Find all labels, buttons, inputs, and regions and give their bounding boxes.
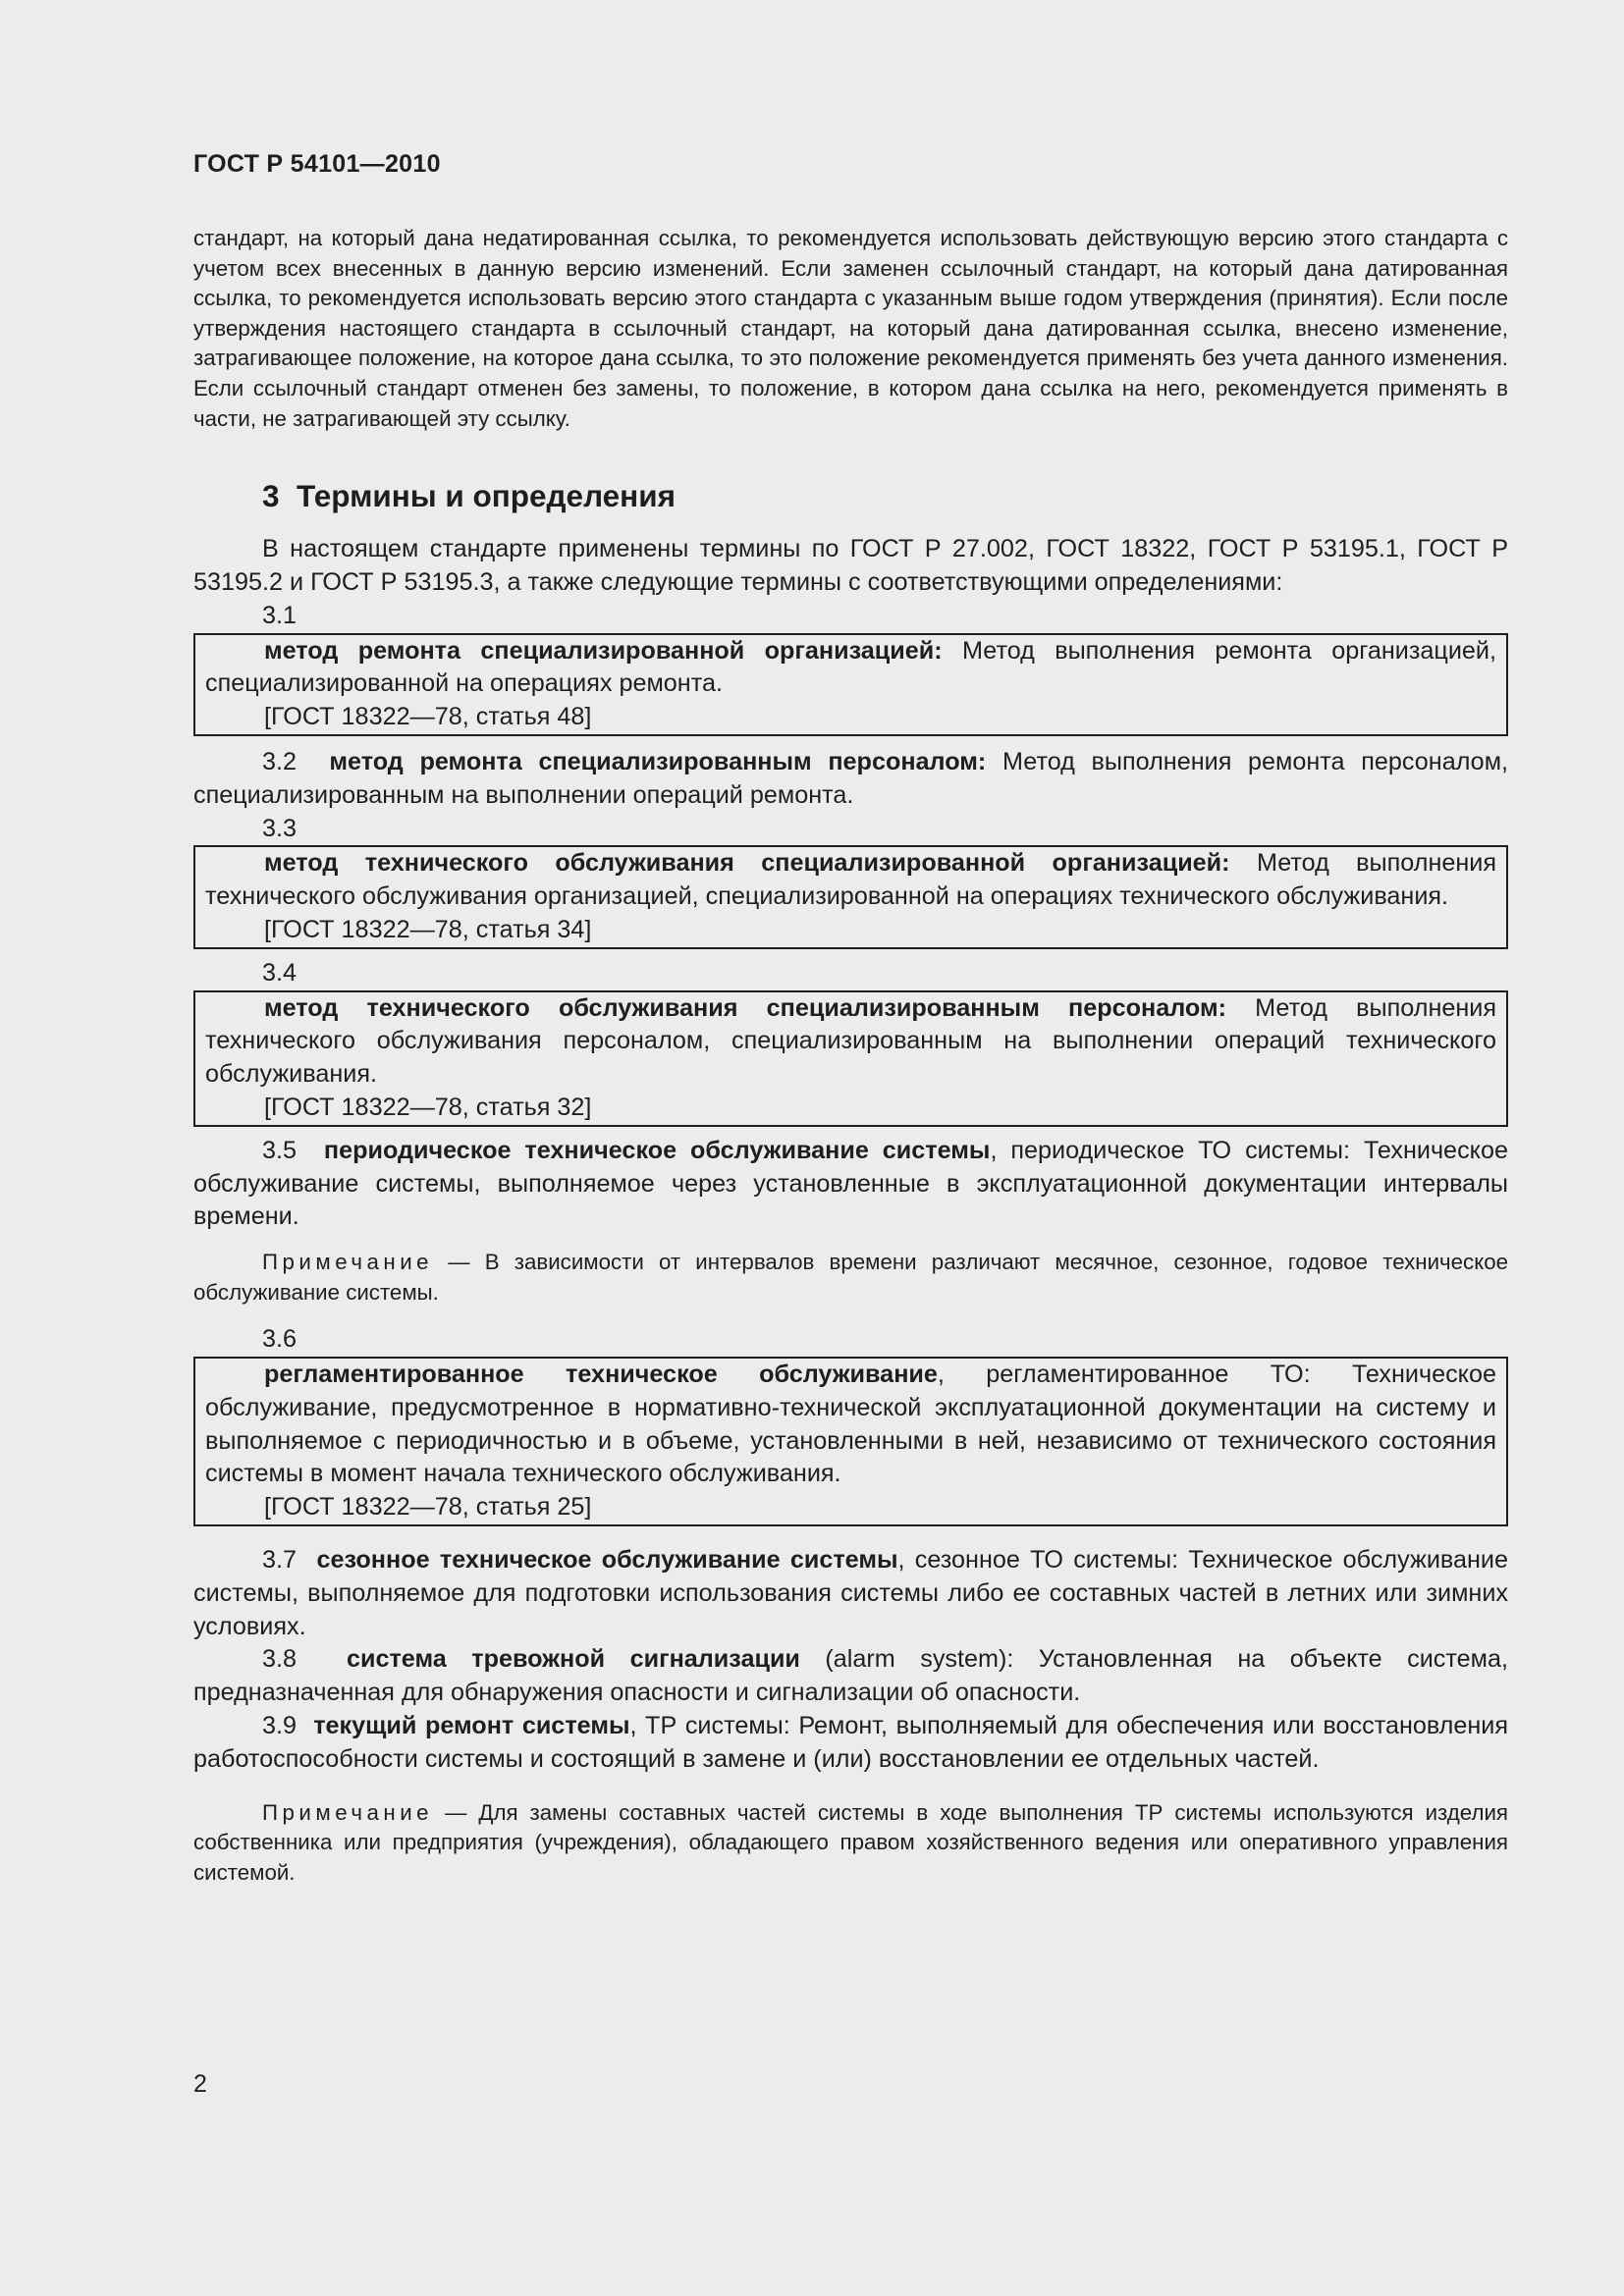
page-number: 2: [193, 2070, 207, 2098]
document-header: ГОСТ Р 54101—2010: [193, 150, 441, 178]
term-name: метод ремонта специализированным персоналом:: [329, 747, 987, 775]
term-source: [ГОСТ 18322—78, статья 34]: [264, 915, 592, 943]
term-number: 3.6: [262, 1325, 298, 1354]
term-name: метод технического обслуживания специализированной организацией:: [264, 849, 1230, 878]
term-note: [193, 1798, 1508, 1889]
term-box: [193, 633, 1508, 736]
term-box: [193, 1357, 1508, 1526]
term-definition: Метод выполнения ремонта персоналом, специализированным на выполнении операций ремонта.: [193, 747, 1509, 809]
term-definition: , регламентированное ТО: Техническое обслуживание, предусмотренное в нормативно-технической эксплуатационной документации на систему и выполняемое с периодичностью и в объеме, установленными в ней, независимо от технического состояния системы в момент начала технического обслуживания.: [205, 1361, 1497, 1488]
term-definition: , сезонное ТО системы: Техническое обслуживание системы, выполняемое для подготовки использования системы либо ее составных частей в летних или зимних условиях.: [193, 1546, 1509, 1640]
term-entry: [205, 1359, 1496, 1491]
term-note: [193, 1248, 1508, 1308]
term-number: 3.5: [262, 1136, 298, 1164]
term-number: 3.3: [262, 814, 298, 842]
term-number: 3.8: [262, 1645, 298, 1674]
term-source: [ГОСТ 18322—78, статья 25]: [264, 1493, 592, 1522]
term-entry: [193, 1710, 1508, 1777]
term-entry: [193, 1643, 1508, 1710]
term-entry: [193, 1135, 1508, 1234]
term-definition: , ТР системы: Ремонт, выполняемый для обеспечения или восстановления работоспособности системы и состоящий в замене и (или) восстановлении ее отдельных частей.: [193, 1712, 1509, 1773]
term-number: 3.7: [262, 1546, 298, 1575]
note-text: — Для замены составных частей системы в ходе выполнения ТР системы используются изделия собственника или предприятия (учреждения), обладающего правом хозяйственного ведения или оперативного управления системой.: [193, 1799, 1508, 1885]
term-source: [ГОСТ 18322—78, статья 48]: [264, 703, 592, 731]
term-definition: (alarm system): Установленная на объекте система, предназначенная для обнаружения опасности и сигнализации об опасности.: [193, 1645, 1508, 1707]
term-definition: Метод выполнения технического обслуживания организацией, специализированной на операциях технического обслуживания.: [205, 849, 1496, 911]
term-entry: [193, 746, 1508, 813]
intro-paragraph: стандарт, на который дана недатированная ссылка, то рекомендуется использовать действующую версию этого стандарта с учетом всех внесенных в данную версию изменений. Если заменен ссылочный стандарт, на который дана датированная ссылка, то рекомендуется использовать версию этого стандарта с указанным выше годом утверждения (принятия). Если после утверждения настоящего стандарта в ссылочный стандарт, на который дана датированная ссылка, внесено изменение, затрагивающее положение, на которое дана ссылка, то это положение рекомендуется применять без учета данного изменения. Если ссылочный стандарт отменен без замены, то положение, в котором дана ссылка на него, рекомендуется применять в части, не затрагивающей эту ссылку.: [193, 226, 1508, 431]
note-label: Примечание: [262, 1250, 434, 1275]
note-label: Примечание: [262, 1799, 434, 1825]
term-name: периодическое техническое обслуживание системы: [323, 1136, 991, 1164]
section-number: 3: [262, 478, 280, 514]
term-box: [193, 990, 1508, 1127]
term-definition: , периодическое ТО системы: Техническое обслуживание системы, выполняемое через установленные в эксплуатационной документации интервалы времени.: [193, 1136, 1508, 1231]
term-name: система тревожной сигнализации: [346, 1645, 800, 1674]
page-content: [193, 224, 1508, 1888]
term-entry: [193, 1544, 1508, 1643]
term-number: 3.4: [262, 958, 298, 987]
term-name: регламентированное техническое обслуживание: [264, 1361, 938, 1389]
term-number: 3.1: [262, 601, 298, 629]
section-lead: В настоящем стандарте применены термины по ГОСТ Р 27.002, ГОСТ 18322, ГОСТ Р 53195.1, ГОСТ Р 53195.2 и ГОСТ Р 53195.3, а также следующие термины с соответствующими определениями:: [193, 535, 1508, 596]
term-entry: [205, 847, 1496, 914]
term-definition: Метод выполнения технического обслуживания персоналом, специализированным на выполнении операций технического обслуживания.: [205, 993, 1496, 1089]
term-name: текущий ремонт системы: [313, 1712, 630, 1740]
term-entry: [205, 992, 1496, 1092]
term-name: метод ремонта специализированной организацией:: [264, 636, 943, 665]
term-name: метод технического обслуживания специализированным персоналом:: [264, 993, 1226, 1022]
section-title: Термины и определения: [297, 478, 676, 514]
section-heading: [262, 477, 1508, 514]
term-entry: [205, 635, 1496, 702]
term-number: 3.9: [262, 1712, 298, 1740]
term-source: [ГОСТ 18322—78, статья 32]: [264, 1093, 592, 1121]
note-text: — В зависимости от интервалов времени различают месячное, сезонное, годовое техническое обслуживание системы.: [193, 1250, 1508, 1305]
term-number: 3.2: [262, 747, 298, 775]
term-box: [193, 845, 1508, 948]
term-name: сезонное техническое обслуживание системы: [316, 1546, 898, 1575]
term-definition: Метод выполнения ремонта организацией, специализированной на операциях ремонта.: [205, 636, 1496, 698]
